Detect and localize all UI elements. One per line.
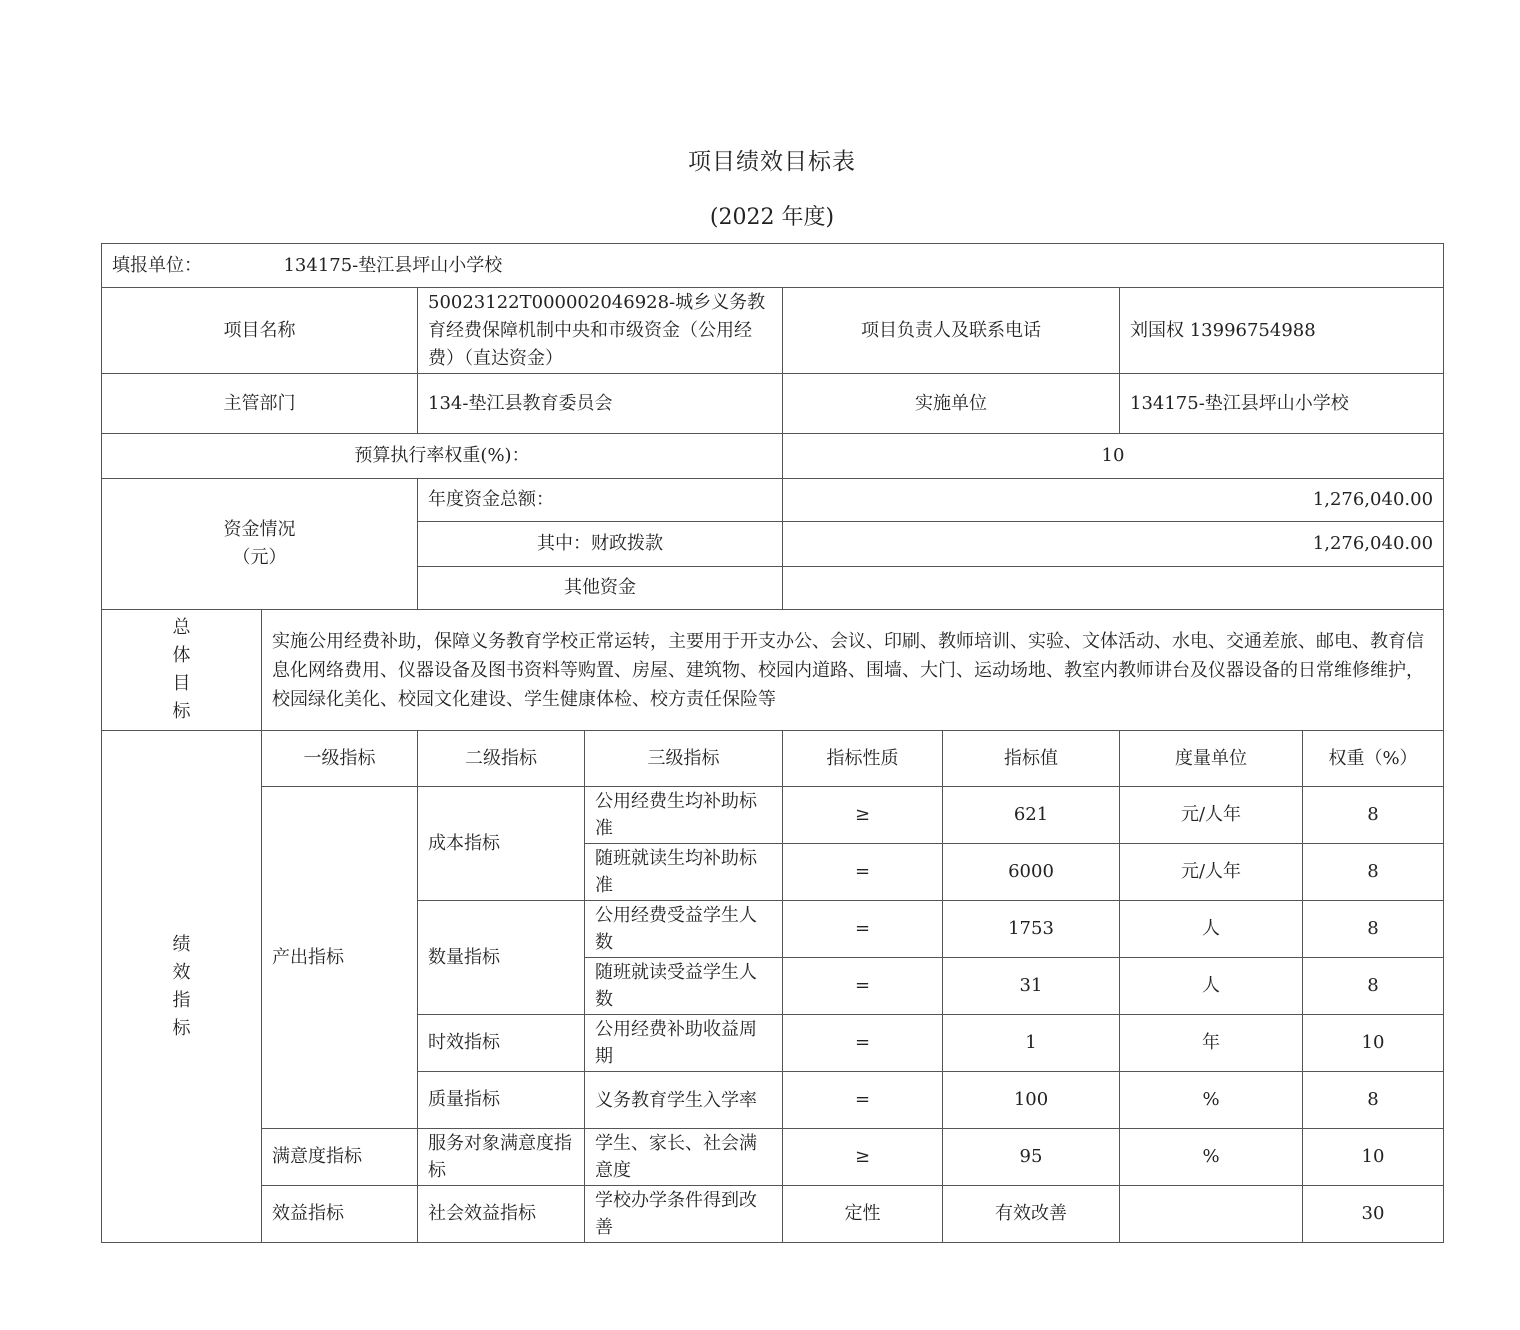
table-row: [102, 1129, 1444, 1186]
unit: 元/人年: [1120, 844, 1303, 901]
budget-weight-row: [102, 434, 1444, 479]
report-unit-label: 填报单位：: [112, 254, 202, 276]
nature: =: [783, 1015, 943, 1072]
table-row: [102, 787, 1444, 844]
nature: =: [783, 958, 943, 1015]
project-contact-label: 项目负责人及联系电话: [783, 288, 1120, 374]
value: 有效改善: [943, 1186, 1120, 1243]
weight: 8: [1303, 1072, 1444, 1129]
level2-cost: 成本指标: [418, 787, 585, 901]
unit: 人: [1120, 901, 1303, 958]
nature: =: [783, 1072, 943, 1129]
level3-name: 义务教育学生入学率: [585, 1072, 783, 1129]
weight: 10: [1303, 1129, 1444, 1186]
nature: 定性: [783, 1186, 943, 1243]
level1-output: 产出指标: [262, 787, 418, 1129]
dept-label: 主管部门: [102, 374, 418, 434]
report-unit-row: [102, 244, 1444, 288]
goal-text: 实施公用经费补助，保障义务教育学校正常运转，主要用于开支办公、会议、印刷、教师培训、实验、文体活动、水电、交通差旅、邮电、教育信息化网络费用、仪器设备及图书资料等购置、房屋、建筑物、校园内道路、围墙、大门、运动场地、教室内教师讲台及仪器设备的日常维修维护，校园绿化美化、校园文化建设、学生健康体检、校方责任保险等: [262, 610, 1444, 731]
value: 31: [943, 958, 1120, 1015]
level2-quality: 质量指标: [418, 1072, 585, 1129]
unit: %: [1120, 1129, 1303, 1186]
funds-label: 资金情况: [223, 519, 296, 540]
funds-other-value: [783, 567, 1444, 610]
funds-fiscal-value: 1,276,040.00: [783, 522, 1444, 567]
unit: %: [1120, 1072, 1303, 1129]
page-title: 项目绩效目标表: [688, 149, 856, 175]
impl-unit-value: 134175-垫江县坪山小学校: [1120, 374, 1444, 434]
project-row: [102, 288, 1444, 374]
project-contact-value: 刘国权 13996754988: [1120, 288, 1444, 374]
goal-label: 总 体 目 标: [102, 610, 262, 731]
funds-label-cell: [102, 479, 418, 610]
weight: 10: [1303, 1015, 1444, 1072]
weight: 8: [1303, 901, 1444, 958]
level3-name: 公用经费生均补助标准: [585, 787, 783, 844]
report-unit-value: 134175-垫江县坪山小学校: [283, 254, 503, 276]
indicators-label: 绩 效 指 标: [102, 731, 262, 1243]
level2-timeliness: 时效指标: [418, 1015, 585, 1072]
page-subtitle: (2022 年度): [709, 205, 835, 230]
value: 621: [943, 787, 1120, 844]
level2-social-benefit: 社会效益指标: [418, 1186, 585, 1243]
performance-table: [101, 243, 1444, 1243]
level3-name: 公用经费受益学生人数: [585, 901, 783, 958]
level2-service-satisfaction: 服务对象满意度指标: [418, 1129, 585, 1186]
funds-other-label: 其他资金: [418, 567, 783, 610]
nature: =: [783, 901, 943, 958]
funds-total-row: [102, 479, 1444, 522]
value: 100: [943, 1072, 1120, 1129]
table-row: [102, 1186, 1444, 1243]
funds-fiscal-label: 其中：财政拨款: [418, 522, 783, 567]
weight: 8: [1303, 958, 1444, 1015]
dept-row: [102, 374, 1444, 434]
weight: 8: [1303, 787, 1444, 844]
dept-value: 134-垫江县教育委员会: [418, 374, 783, 434]
nature: ≥: [783, 1129, 943, 1186]
budget-weight-value: 10: [783, 434, 1444, 479]
funds-unit: （元）: [232, 547, 287, 568]
level3-name: 随班就读生均补助标准: [585, 844, 783, 901]
header-value: 指标值: [943, 731, 1120, 787]
level2-quantity: 数量指标: [418, 901, 585, 1015]
header-level2: 二级指标: [418, 731, 585, 787]
header-unit: 度量单位: [1120, 731, 1303, 787]
unit: [1120, 1186, 1303, 1243]
header-nature: 指标性质: [783, 731, 943, 787]
project-name-label: 项目名称: [102, 288, 418, 374]
level1-satisfaction: 满意度指标: [262, 1129, 418, 1186]
nature: =: [783, 844, 943, 901]
unit: 年: [1120, 1015, 1303, 1072]
impl-unit-label: 实施单位: [783, 374, 1120, 434]
funds-total-value: 1,276,040.00: [783, 479, 1444, 522]
level1-benefit: 效益指标: [262, 1186, 418, 1243]
value: 95: [943, 1129, 1120, 1186]
funds-total-label: 年度资金总额：: [418, 479, 783, 522]
value: 1753: [943, 901, 1120, 958]
header-level3: 三级指标: [585, 731, 783, 787]
indicator-header-row: [102, 731, 1444, 787]
project-name-value: 50023122T000002046928-城乡义务教育经费保障机制中央和市级资金（公用经费）（直达资金）: [418, 288, 783, 374]
goal-row: [102, 610, 1444, 731]
budget-weight-label: 预算执行率权重(%)：: [102, 434, 783, 479]
value: 6000: [943, 844, 1120, 901]
level3-name: 学校办学条件得到改善: [585, 1186, 783, 1243]
header-level1: 一级指标: [262, 731, 418, 787]
value: 1: [943, 1015, 1120, 1072]
level3-name: 公用经费补助收益周期: [585, 1015, 783, 1072]
unit: 元/人年: [1120, 787, 1303, 844]
weight: 8: [1303, 844, 1444, 901]
header-weight: 权重（%）: [1303, 731, 1444, 787]
nature: ≥: [783, 787, 943, 844]
level3-name: 学生、家长、社会满意度: [585, 1129, 783, 1186]
level3-name: 随班就读受益学生人数: [585, 958, 783, 1015]
weight: 30: [1303, 1186, 1444, 1243]
unit: 人: [1120, 958, 1303, 1015]
